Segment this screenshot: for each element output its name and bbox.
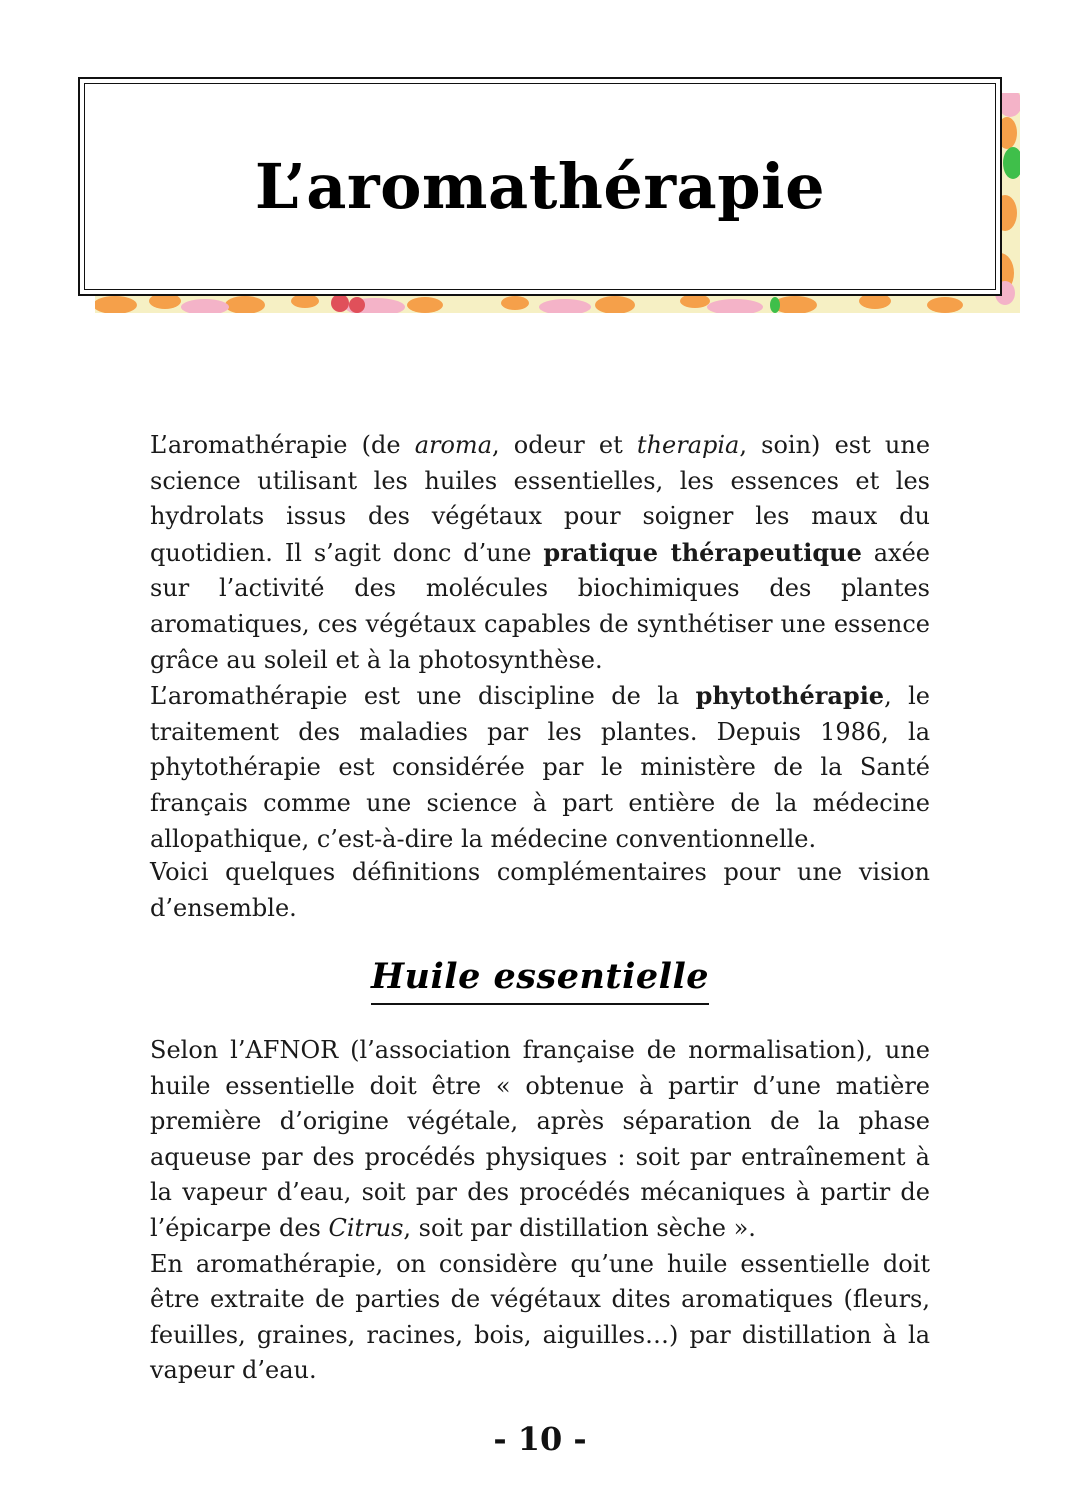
intro-paragraph-1 bbox=[150, 428, 930, 678]
overview-section bbox=[150, 855, 930, 926]
text-run: L’aromathérapie (de bbox=[150, 431, 415, 459]
text-run: , odeur et bbox=[492, 431, 637, 459]
text-run: axée sur l’activité des molécules biochimiques des plantes aromatiques, ces végétaux capables de synthétiser une essence grâce au soleil et à la photosynthèse. bbox=[150, 538, 930, 674]
italic-term-citrus: Citrus bbox=[328, 1213, 404, 1242]
page-number: - 10 - bbox=[493, 1420, 587, 1458]
text-run: L’aromathérapie est une discipline de la bbox=[150, 682, 696, 711]
text-run: , soit par distillation sèche ». bbox=[403, 1213, 756, 1242]
italic-term-therapia: therapia bbox=[636, 431, 740, 459]
intro-paragraph-2 bbox=[150, 678, 930, 857]
chapter-title: L’aromathérapie bbox=[254, 150, 826, 223]
text-run: , soin) est une science utilisant les huiles essentielles, les essences et les hydrolats issus des végétaux pour soigner les maux du quotidien. Il s’agit donc d’une bbox=[150, 431, 931, 567]
text-run: Selon l’AFNOR (l’association française de normalisation), une huile essentielle doit être « obtenue à partir d’une matière première d’origine végétale, après séparation de la phase aqueuse par des procédés physiques : soit par entraînement à la vapeur d’eau, soit par des procédés mécaniques à partir de l’épicarpe des bbox=[150, 1036, 930, 1242]
chapter-title-box bbox=[78, 77, 1002, 296]
bold-term-pratique: pratique thérapeutique bbox=[543, 537, 862, 567]
text-run: , le traitement des maladies par les plantes. Depuis 1986, la phytothérapie est considérée par le ministère de la Santé français comme une science à part entière de la médecine allopathique, c’est-à-dire la médecine conventionnelle. bbox=[150, 682, 931, 853]
italic-term-aroma: aroma bbox=[414, 431, 492, 459]
bold-term-phytotherapie: phytothérapie bbox=[695, 681, 885, 711]
overview-paragraph: Voici quelques définitions complémentaires pour une vision d’ensemble. bbox=[150, 858, 930, 922]
intro-section bbox=[150, 428, 930, 857]
section-heading bbox=[150, 956, 930, 1005]
afnor-paragraph-2: En aromathérapie, on considère qu’une huile essentielle doit être extraite de parties de végétaux dites aromatiques (fleurs, feuilles, graines, racines, bois, aiguilles…) par distillation à la vapeur d’eau. bbox=[150, 1249, 930, 1385]
section-title: Huile essentielle bbox=[371, 956, 709, 1005]
afnor-section bbox=[150, 1033, 930, 1389]
afnor-paragraph-1 bbox=[150, 1033, 930, 1247]
